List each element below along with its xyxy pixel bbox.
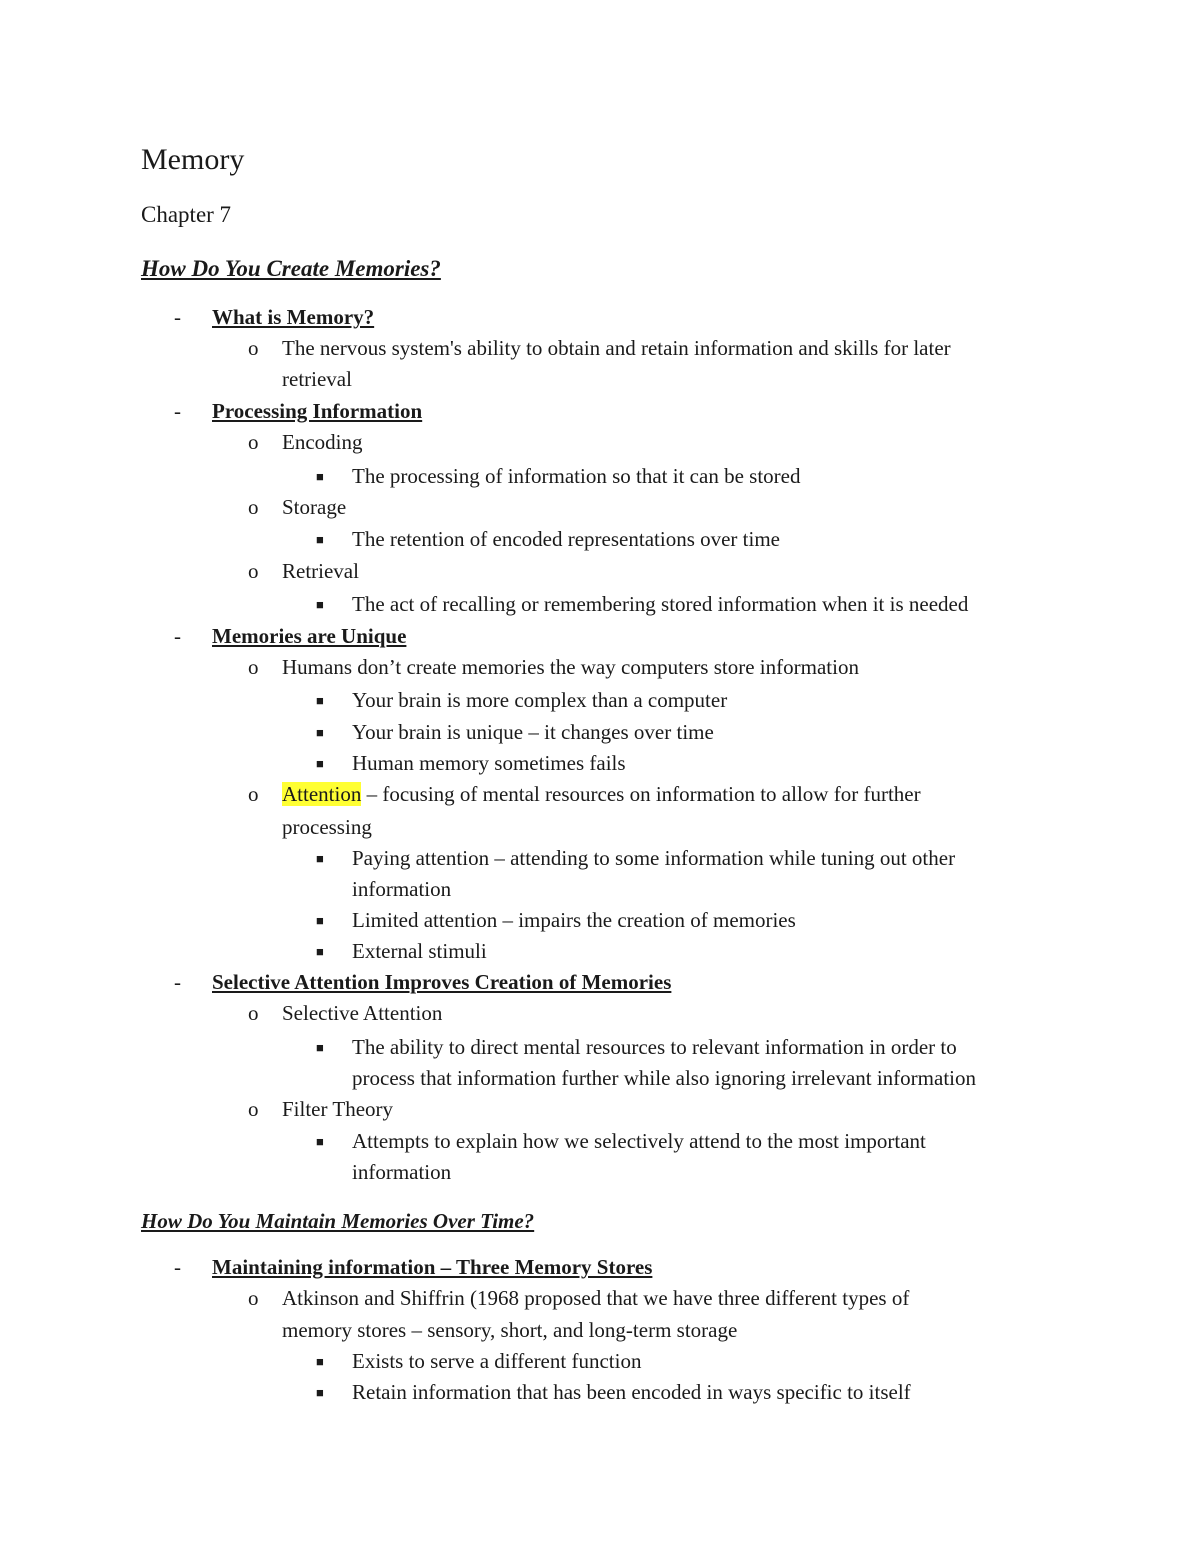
circle-bullet: o — [248, 336, 259, 360]
attention-definition-line1 — [282, 779, 921, 810]
filter-definition-line1: Attempts to explain how we selectively attend to the most important — [352, 1129, 926, 1153]
circle-bullet: o — [248, 782, 259, 806]
attention-definition-text: – focusing of mental resources on information to allow for further — [361, 782, 921, 806]
memory-definition-line2: retrieval — [282, 367, 352, 391]
store-encoding: Retain information that has been encoded in ways specific to itself — [352, 1380, 911, 1404]
memory-fails: Human memory sometimes fails — [352, 751, 626, 775]
item-retrieval: Retrieval — [282, 559, 359, 583]
storage-definition: The retention of encoded representations over time — [352, 527, 780, 551]
selective-definition-line2: process that information further while also ignoring irrelevant information — [352, 1066, 976, 1090]
paying-attention-line1: Paying attention – attending to some information while tuning out other — [352, 846, 956, 870]
square-bullet: ■ — [316, 693, 324, 708]
attention-definition-line2: processing — [282, 815, 372, 839]
document-title: Memory — [141, 143, 245, 176]
square-bullet: ■ — [316, 1040, 324, 1055]
topic-processing-information: Processing Information — [212, 399, 423, 423]
square-bullet: ■ — [316, 756, 324, 771]
circle-bullet: o — [248, 1001, 259, 1025]
square-bullet: ■ — [316, 851, 324, 866]
square-bullet: ■ — [316, 1354, 324, 1369]
retrieval-definition: The act of recalling or remembering stored information when it is needed — [352, 592, 969, 616]
dash-bullet: - — [174, 305, 181, 329]
humans-statement: Humans don’t create memories the way computers store information — [282, 655, 859, 679]
item-encoding: Encoding — [282, 430, 363, 454]
dash-bullet: - — [174, 1255, 181, 1279]
topic-memories-unique: Memories are Unique — [212, 624, 407, 648]
circle-bullet: o — [248, 1097, 259, 1121]
square-bullet: ■ — [316, 1385, 324, 1400]
selective-definition-line1: The ability to direct mental resources to relevant information in order to — [352, 1035, 957, 1059]
square-bullet: ■ — [316, 469, 324, 484]
dash-bullet: - — [174, 399, 181, 423]
dash-bullet: - — [174, 624, 181, 648]
square-bullet: ■ — [316, 532, 324, 547]
item-filter-theory: Filter Theory — [282, 1097, 394, 1121]
brain-complex: Your brain is more complex than a computer — [352, 688, 728, 712]
item-selective-attention: Selective Attention — [282, 1001, 443, 1025]
paying-attention-line2: information — [352, 877, 452, 901]
store-function: Exists to serve a different function — [352, 1349, 642, 1373]
limited-attention: Limited attention – impairs the creation of memories — [352, 908, 796, 932]
circle-bullet: o — [248, 430, 259, 454]
topic-three-memory-stores: Maintaining information – Three Memory Stores — [212, 1255, 653, 1279]
highlighted-term-attention: Attention — [282, 782, 362, 806]
topic-selective-attention: Selective Attention Improves Creation of Memories — [212, 970, 672, 994]
section-heading-create-memories: How Do You Create Memories? — [141, 256, 441, 281]
memory-definition-line1: The nervous system's ability to obtain and retain information and skills for later — [282, 336, 951, 360]
encoding-definition: The processing of information so that it can be stored — [352, 464, 801, 488]
filter-definition-line2: information — [352, 1160, 452, 1184]
circle-bullet: o — [248, 559, 259, 583]
circle-bullet: o — [248, 655, 259, 679]
square-bullet: ■ — [316, 597, 324, 612]
square-bullet: ■ — [316, 1134, 324, 1149]
external-stimuli: External stimuli — [352, 939, 487, 963]
atkinson-shiffrin-line2: memory stores – sensory, short, and long-term storage — [282, 1318, 738, 1342]
atkinson-shiffrin-line1: Atkinson and Shiffrin (1968 proposed that we have three different types of — [282, 1286, 910, 1310]
brain-changes: Your brain is unique – it changes over time — [352, 720, 714, 744]
item-storage: Storage — [282, 495, 347, 519]
square-bullet: ■ — [316, 944, 324, 959]
circle-bullet: o — [248, 495, 259, 519]
square-bullet: ■ — [316, 725, 324, 740]
square-bullet: ■ — [316, 913, 324, 928]
dash-bullet: - — [174, 970, 181, 994]
circle-bullet: o — [248, 1286, 259, 1310]
topic-what-is-memory: What is Memory? — [212, 305, 375, 329]
section-heading-maintain-memories: How Do You Maintain Memories Over Time? — [141, 1209, 535, 1233]
chapter-label: Chapter 7 — [141, 202, 232, 227]
